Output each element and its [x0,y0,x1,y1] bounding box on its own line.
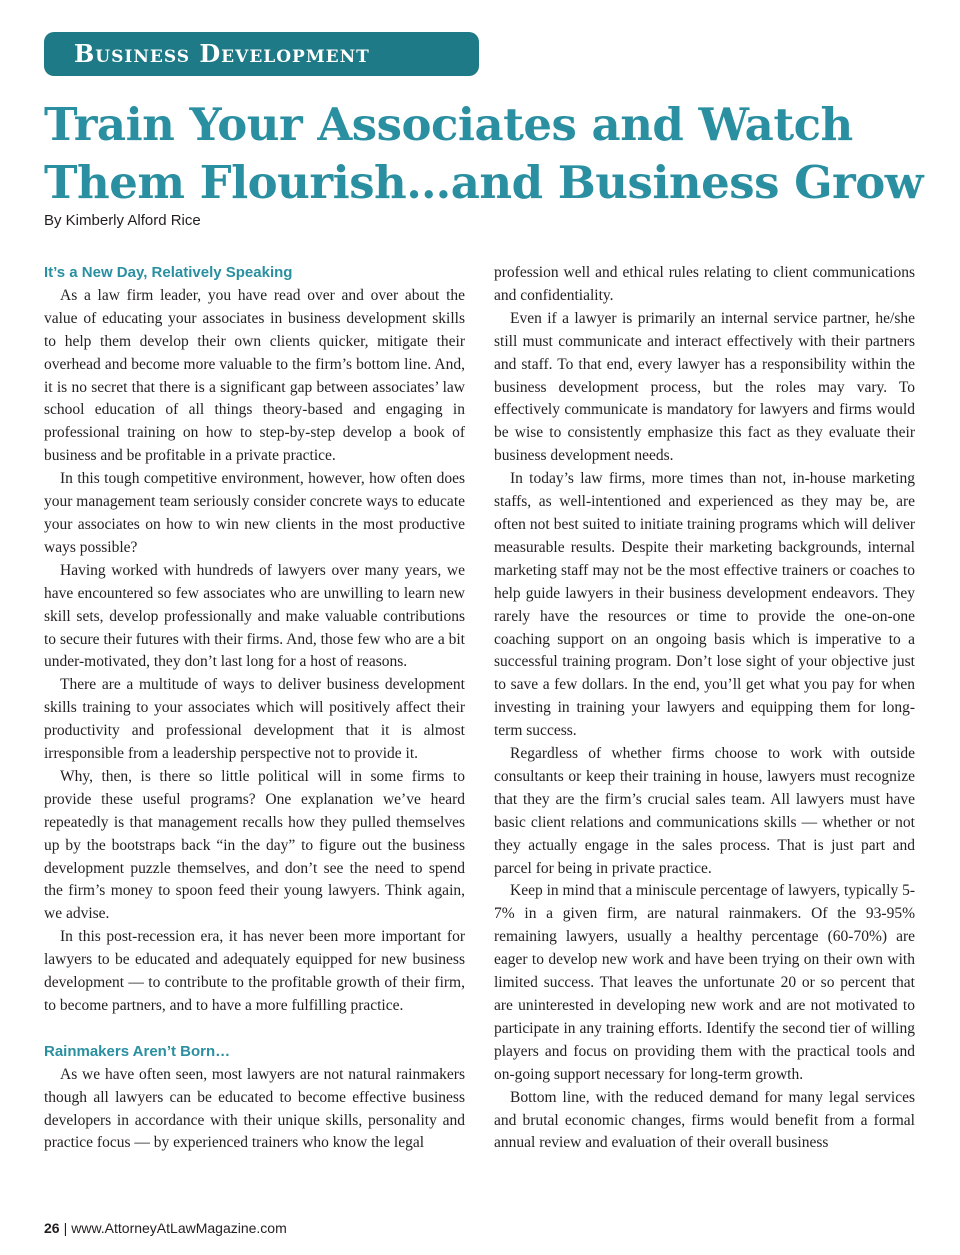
section-heading-new-day: It’s a New Day, Relatively Speaking [44,264,293,281]
body-paragraph: Having worked with hundreds of lawyers over many years, we have encountered so few associates who are unwilling to learn new skill sets, develop professionally and make valuable contributions to secure their futures with their firms. And, those few who are a bit under-motivated, they don’t last long for a host of reasons. [44,561,465,671]
section-banner: Business Development [44,32,479,76]
body-paragraph: Bottom line, with the reduced demand for many legal services and brutal economic changes, firms would benefit from a formal annual review and evaluation of their overall business [494,1088,915,1152]
left-column [44,262,465,1155]
body-paragraph: In today’s law firms, more times than not, in-house marketing staffs, as well-intentioned and experienced as they may be, are often not best suited to initiate training programs which will deliver measurable results. Despite their marketing backgrounds, internal marketing staff may not be the most effective trainers or coaches to help guide lawyers in their business development endeavors. They rarely have the resources or time to provide the one-on-one coaching support on an ongoing basis which is imperative to a successful training program. Don’t lose sight of your objective just to save a few dollars. In the end, you’ll get what you pay for when investing in training your lawyers and equipping them for long-term success. [494,470,915,740]
body-paragraph: Even if a lawyer is primarily an internal service partner, he/she still must communicate and interact effectively with their partners and staff. To that end, every lawyer has a responsibility within the business development process, but the roles may vary. To effectively communicate is mandatory for lawyers and firms would be wise to consistently emphasize this fact as they evaluate their business development needs. [494,309,915,465]
body-paragraph: As we have often seen, most lawyers are not natural rainmakers though all lawyers can be educated to become effective business developers in accordance with their unique skills, personality and practice focus — by experienced trainers who know the legal [44,1065,465,1152]
body-paragraph: Regardless of whether firms choose to work with outside consultants or keep their training in house, lawyers must recognize that they are the firm’s crucial sales team. All lawyers must have basic client relations and communications skills — whether or not they actually engage in the sales process. That is just part and parcel for being in private practice. [494,745,915,877]
body-paragraph: Keep in mind that a miniscule percentage of lawyers, typically 5-7% in a given firm, are natural rainmakers. Of the 93-95% remaining lawyers, usually a healthy percentage (60-70%) are eager to develop new work and have been trying on their own with limited success. That leaves the unfortunate 20 or so percent that are uninterested in developing new work and are not motivated to participate in any training efforts. Identify the second tier of willing players and focus on providing them with the practical tools and on-going support necessary for long-term growth. [494,882,916,1083]
body-paragraph: In this post-recession era, it has never been more important for lawyers to be educated and adequately equipped for new business development — to contribute to the profitable growth of their firm, to become partners, and to have a more fulfilling practice. [44,928,465,1014]
body-paragraph: As a law firm leader, you have read over and over about the value of educating your associates in business development skills to help them develop their own clients quicker, mitigate their overhead and become more valuable to the firm’s bottom line. And, it is no secret that there is a significant gap between associates’ law school education of all things theory-based and engaging in professional training on how to step-by-step develop a book of business and be profitable in a private practice. [44,286,465,465]
page-number: 26 [44,1220,60,1236]
footer-separator: | [63,1220,68,1236]
page-footer [44,1220,287,1236]
byline: By Kimberly Alford Rice [44,212,201,229]
body-paragraph: In this tough competitive environment, however, how often does your management team seriously consider concrete ways to educate your associates on how to win new clients in the most productive ways possible? [44,470,465,556]
body-paragraph-continued: profession well and ethical rules relating to client communications and confidentiality. [494,264,915,304]
footer-url[interactable]: www.AttorneyAtLawMagazine.com [71,1220,287,1236]
section-heading-rainmakers: Rainmakers Aren’t Born… [44,1042,231,1060]
title-line-2: Them Flourish…and Business Grow [44,156,924,209]
body-paragraph: Why, then, is there so little political will in some firms to provide these useful programs? One explanation we’ve heard repeatedly is that management recalls how they pulled themselves up by the bootstraps back “in the day” to figure out the business development puzzle themselves, and don’t see the need to spend the firm’s money to spoon feed their young lawyers. Think again, we advise. [44,767,465,923]
body-paragraph: There are a multitude of ways to deliver business development skills training to your associates which will positively affect their productivity and professional development that it is almost irresponsible from a leadership perspective not to provide it. [44,676,465,763]
article-title [44,96,924,212]
title-line-1: Train Your Associates and Watch [44,98,853,151]
right-column [494,262,915,1155]
